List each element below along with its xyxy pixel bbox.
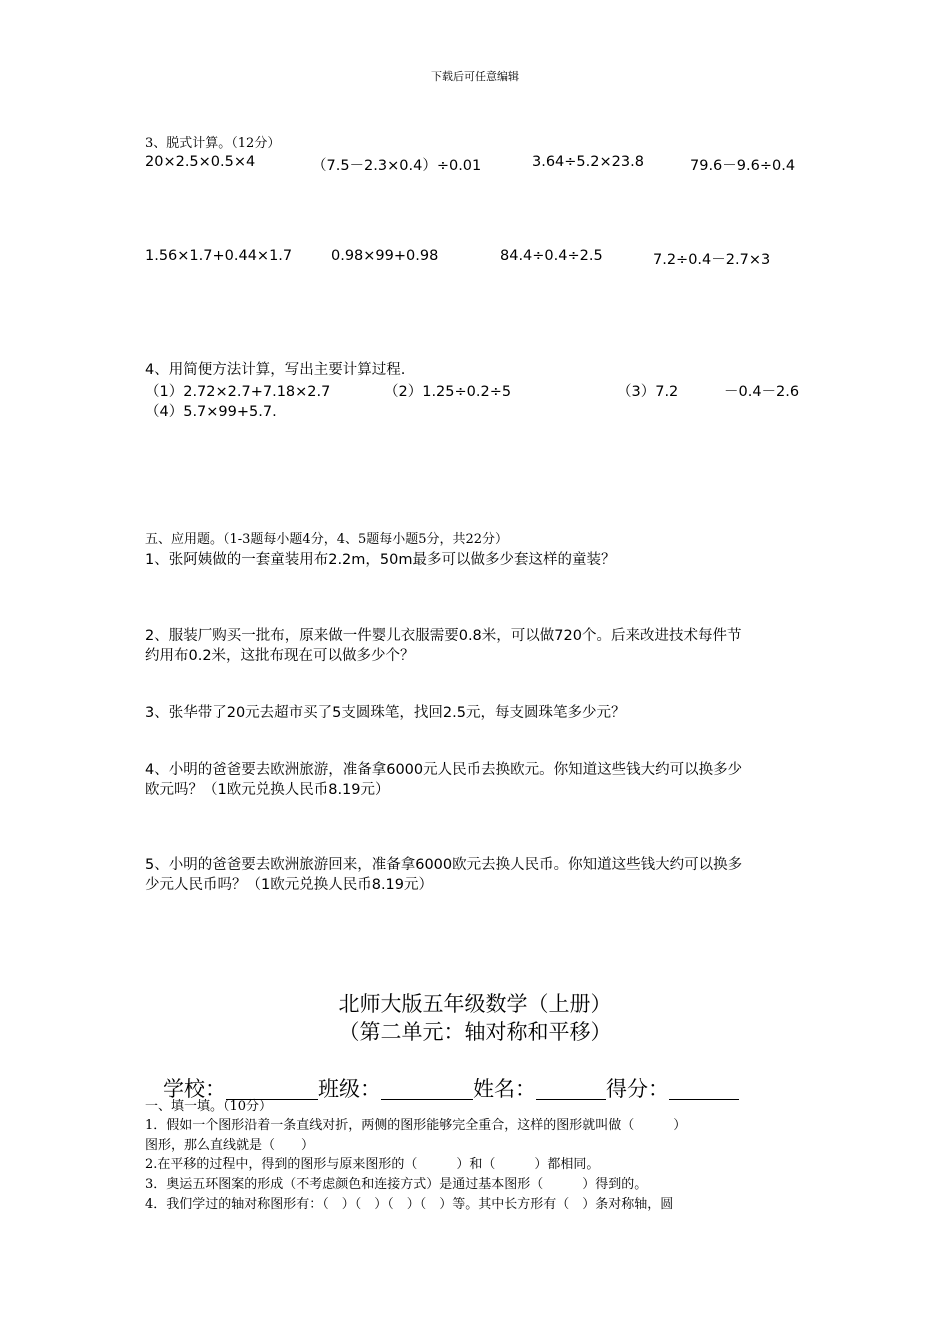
fill-q1-line2: 图形，那么直线就是（ ）	[145, 1138, 315, 1153]
test-title: 北师大版五年级数学（上册）	[338, 992, 612, 1016]
word-problem-5-line1: 5、小明的爸爸要去欧洲旅游回来，准备拿6000欧元去换人民币。你知道这些钱大约可以换多	[145, 857, 743, 873]
score-label: 得分：	[606, 1077, 669, 1101]
word-problem-3: 3、张华带了20元去超市买了5支圆珠笔，找回2.5元，每支圆珠笔多少元？	[145, 705, 626, 721]
simplify-1: （1）2.72×2.7+7.18×2.7	[145, 384, 331, 400]
simplify-4: （4）5.7×99+5.7.	[145, 404, 277, 420]
expr-3-7: 84.4÷0.4÷2.5	[500, 248, 603, 264]
expr-3-6: 0.98×99+0.98	[331, 248, 439, 264]
expr-3-2: （7.5－2.3×0.4）÷0.01	[312, 158, 482, 174]
word-problem-1: 1、张阿姨做的一套童装用布2.2m，50m最多可以做多少套这样的童装？	[145, 552, 616, 568]
simplify-2: （2）1.25÷0.2÷5	[384, 384, 512, 400]
expr-3-3: 3.64÷5.2×23.8	[532, 154, 644, 170]
word-problem-2-line1: 2、服装厂购买一批布，原来做一件婴儿衣服需要0.8米，可以做720个。后来改进技术每件节	[145, 628, 742, 644]
word-problem-4-line1: 4、小明的爸爸要去欧洲旅游，准备拿6000元人民币去换欧元。你知道这些钱大约可以换多少	[145, 762, 743, 778]
expr-3-8: 7.2÷0.4－2.7×3	[653, 252, 771, 268]
fill-q3: 3．奥运五环图案的形成（不考虑颜色和连接方式）是通过基本图形（ ）得到的。	[145, 1177, 648, 1192]
school-label: 学校：	[163, 1077, 226, 1101]
word-problem-5-line2: 少元人民币吗？（1欧元兑换人民币8.19元）	[145, 877, 434, 893]
word-problem-2-line2: 约用布0.2米，这批布现在可以做多少个？	[145, 648, 415, 664]
section3-title: 3、脱式计算。（12分）	[145, 136, 281, 151]
header-note: 下载后可任意编辑	[431, 70, 519, 83]
class-blank	[381, 1079, 473, 1100]
fill-q2: 2.在平移的过程中，得到的图形与原来图形的（ ）和（ ）都相同。	[145, 1157, 600, 1172]
name-label: 姓名：	[473, 1077, 536, 1101]
expr-3-4: 79.6－9.6÷0.4	[690, 158, 796, 174]
fill-q4: 4．我们学过的轴对称图形有：（ ）（ ）（ ）（ ）等。其中长方形有（ ）条对称轴，圆	[145, 1197, 674, 1212]
test-subtitle: （第二单元：轴对称和平移）	[338, 1020, 612, 1044]
score-blank	[669, 1079, 739, 1100]
word-problem-4-line2: 欧元吗？（1欧元兑换人民币8.19元）	[145, 782, 390, 798]
section5-title: 五、应用题。（1-3题每小题4分，4、5题每小题5分，共22分）	[145, 532, 509, 547]
expr-3-5: 1.56×1.7+0.44×1.7	[145, 248, 293, 264]
simplify-3-cont: －0.4－2.6	[724, 384, 800, 400]
expr-3-1: 20×2.5×0.5×4	[145, 154, 256, 170]
name-blank	[536, 1079, 606, 1100]
school-blank	[226, 1079, 318, 1100]
simplify-3: （3）7.2	[617, 384, 679, 400]
section4-title: 4、用简便方法计算，写出主要计算过程.	[145, 362, 406, 378]
class-label: 班级：	[318, 1077, 381, 1101]
part1-title: 一、填一填。（10分）	[145, 1099, 273, 1114]
fill-q1-line1: 1．假如一个图形沿着一条直线对折，两侧的图形能够完全重合，这样的图形就叫做（ ）	[145, 1118, 687, 1133]
